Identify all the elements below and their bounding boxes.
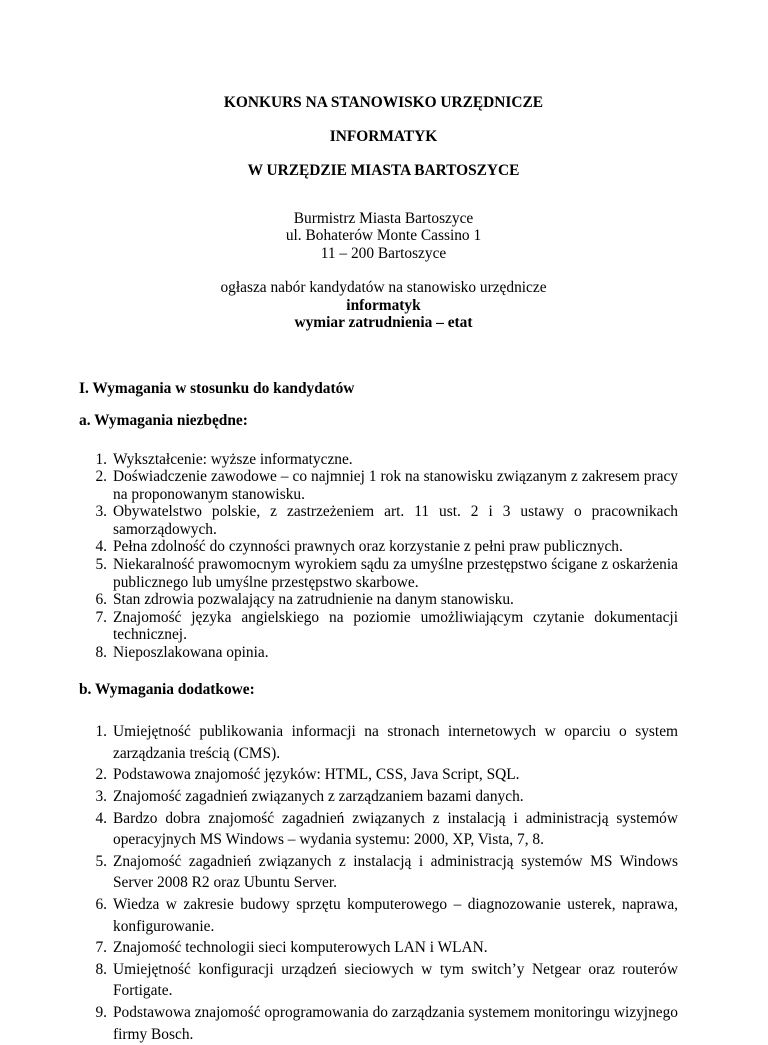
item-number: 6. — [95, 895, 107, 913]
item-number: 4. — [95, 538, 107, 556]
item-number: 8. — [95, 960, 107, 978]
item-text: Umiejętność konfiguracji urządzeń sieciowych w tym switch’y Netgear oraz routerów Fortigate. — [113, 960, 678, 1000]
item-text: Bardzo dobra znajomość zagadnień związanych z instalacją i administracją systemów operacyjnych MS Windows – wydania systemu: 2000, XP, Vista, 7, 8. — [113, 809, 678, 849]
title-line: KONKURS NA STANOWISKO URZĘDNICZE — [223, 93, 544, 111]
list-item — [79, 937, 678, 959]
list-item — [79, 959, 678, 1002]
item-text: Pełna zdolność do czynności prawnych oraz korzystanie z pełni praw publicznych. — [113, 538, 623, 556]
list-item — [79, 591, 678, 609]
list-item — [79, 609, 678, 644]
required-list — [79, 451, 678, 662]
list-item — [79, 851, 678, 894]
title-line: INFORMATYK — [329, 127, 438, 145]
position-name: informatyk — [346, 296, 421, 314]
item-number: 5. — [95, 556, 107, 574]
list-item — [79, 808, 678, 851]
item-number: 3. — [95, 503, 107, 521]
item-text: Podstawowa znajomość oprogramowania do zarządzania systemem monitoringu wizyjnego firmy Bosch. — [113, 1003, 678, 1043]
title-line: W URZĘDZIE MIASTA BARTOSZYCE — [247, 161, 520, 179]
item-number: 9. — [95, 1003, 107, 1021]
list-item — [79, 503, 678, 538]
item-number: 4. — [95, 809, 107, 827]
item-text: Znajomość technologii sieci komputerowych LAN i WLAN. — [113, 939, 488, 957]
item-number: 2. — [95, 766, 107, 784]
item-number: 7. — [95, 939, 107, 957]
list-item — [79, 764, 678, 786]
item-text: Stan zdrowia pozwalający na zatrudnienie na danym stanowisku. — [113, 591, 514, 609]
item-text: Znajomość języka angielskiego na poziomie umożliwiającym czytanie dokumentacji technicznej. — [113, 608, 678, 644]
item-number: 8. — [95, 644, 107, 662]
additional-list — [79, 721, 678, 1045]
announcement — [79, 279, 678, 331]
item-number: 1. — [95, 723, 107, 741]
issuer-address — [79, 210, 678, 262]
list-item — [79, 468, 678, 503]
item-text: Niekaralność prawomocnym wyrokiem sądu za umyślne przestępstwo ścigane z oskarżenia publicznego lub umyślne przestępstwo skarbowe. — [113, 556, 678, 591]
item-number: 7. — [95, 608, 107, 626]
list-item — [79, 1002, 678, 1045]
list-item — [79, 721, 678, 764]
document-title — [79, 77, 678, 197]
item-text: Wiedza w zakresie budowy sprzętu komputerowego – diagnozowanie usterek, naprawa, konfigurowanie. — [113, 895, 678, 935]
address-line: ul. Bohaterów Monte Cassino 1 — [285, 227, 482, 245]
list-item — [79, 644, 678, 662]
list-item — [79, 786, 678, 808]
announcement-text: ogłasza nabór kandydatów na stanowisko urzędnicze — [220, 279, 547, 297]
item-number: 5. — [95, 852, 107, 870]
item-text: Znajomość zagadnień związanych z instalacją i administracją systemów MS Windows Server 2008 R2 oraz Ubuntu Server. — [113, 852, 678, 892]
item-text: Doświadczenie zawodowe – co najmniej 1 rok na stanowisku związanym z zakresem pracy na proponowanym stanowisku. — [113, 468, 678, 503]
list-item — [79, 894, 678, 937]
subheading-additional: b. Wymagania dodatkowe: — [79, 680, 255, 698]
item-number: 2. — [95, 468, 107, 486]
list-item — [79, 451, 678, 469]
section-heading-requirements: I. Wymagania w stosunku do kandydatów — [79, 380, 355, 398]
address-line: 11 – 200 Bartoszyce — [320, 244, 447, 262]
list-item — [79, 556, 678, 591]
item-text: Obywatelstwo polskie, z zastrzeżeniem art. 11 ust. 2 i 3 ustawy o pracownikach samorządowych. — [113, 503, 678, 538]
item-text: Znajomość zagadnień związanych z zarządzaniem bazami danych. — [113, 788, 524, 805]
item-text: Umiejętność publikowania informacji na stronach internetowych w oparciu o system zarządzania treścią (CMS). — [113, 723, 678, 762]
employment-scope: wymiar zatrudnienia – etat — [294, 313, 473, 331]
item-number: 1. — [95, 450, 107, 468]
item-text: Wykształcenie: wyższe informatyczne. — [113, 450, 353, 468]
list-item — [79, 538, 678, 556]
item-text: Podstawowa znajomość języków: HTML, CSS, Java Script, SQL. — [113, 766, 520, 784]
subheading-required: a. Wymagania niezbędne: — [79, 411, 248, 429]
item-number: 6. — [95, 591, 107, 609]
address-line: Burmistrz Miasta Bartoszyce — [293, 209, 474, 227]
item-text: Nieposzlakowana opinia. — [113, 644, 269, 662]
item-number: 3. — [95, 788, 107, 805]
